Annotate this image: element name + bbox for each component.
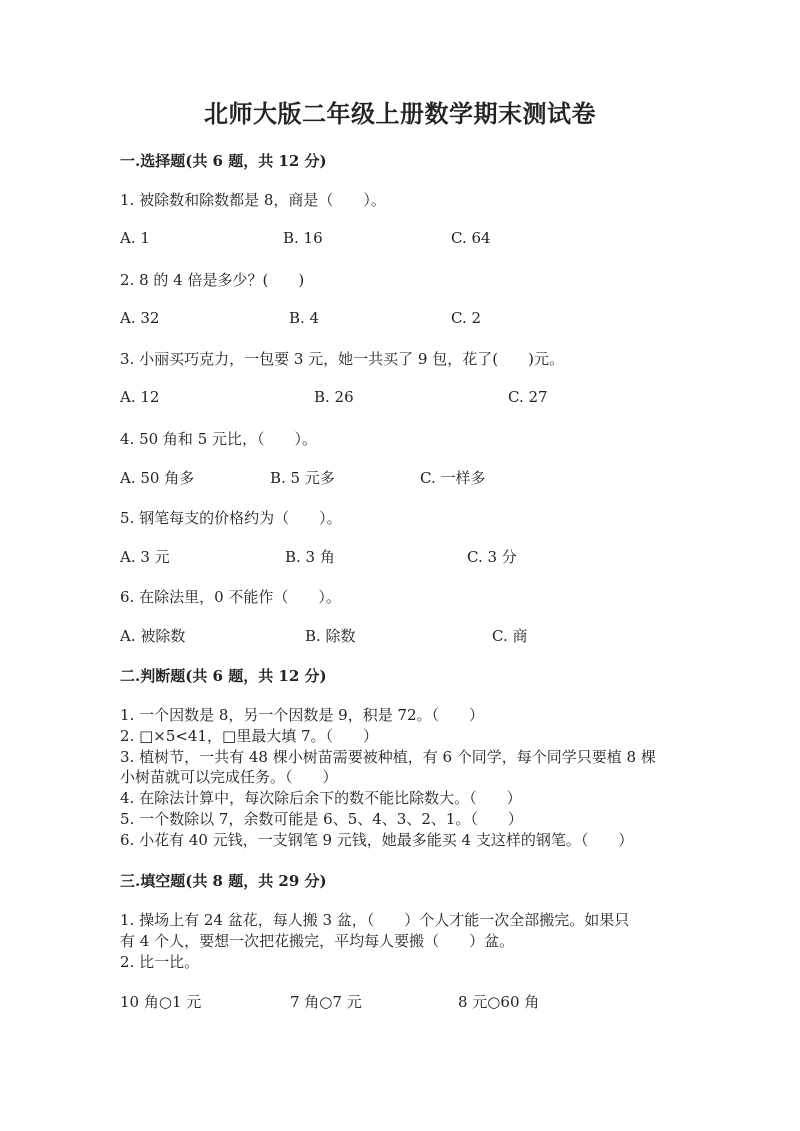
judgement-line: 小树苗就可以完成任务。（ ） (120, 768, 338, 786)
option-6c: C. 商 (492, 627, 528, 645)
judgement-line: 6. 小花有 40 元钱，一支钢笔 9 元钱，她最多能买 4 支这样的钢笔。（ ） (120, 831, 634, 849)
option-4b: B. 5 元多 (270, 469, 335, 487)
judgement-line: 2. □×5<41，□里最大填 7。（ ） (120, 727, 379, 745)
compare-item: 8 元○60 角 (458, 993, 540, 1011)
option-3c: C. 27 (508, 388, 548, 406)
page-title: 北师大版二年级上册数学期末测试卷 (204, 99, 596, 128)
compare-item: 7 角○7 元 (290, 993, 362, 1011)
section-heading-judgement: 二.判断题(共 6 题，共 12 分) (120, 667, 327, 685)
judgement-line: 5. 一个数除以 7，余数可能是 6、5、4、3、2、1。（ ） (120, 810, 523, 828)
option-6b: B. 除数 (305, 627, 356, 645)
option-3a: A. 12 (120, 388, 160, 406)
question-5: 5. 钢笔每支的价格约为（ ）。 (120, 509, 342, 527)
fill-line: 有 4 个人，要想一次把花搬完，平均每人要搬（ ）盆。 (120, 932, 515, 950)
option-4a: A. 50 角多 (120, 469, 195, 487)
compare-item: 10 角○1 元 (120, 993, 202, 1011)
option-6a: A. 被除数 (120, 627, 186, 645)
option-3b: B. 26 (314, 388, 354, 406)
question-3: 3. 小丽买巧克力，一包要 3 元，她一共买了 9 包，花了( )元。 (120, 350, 564, 368)
option-2a: A. 32 (120, 309, 160, 327)
option-5b: B. 3 角 (285, 548, 335, 566)
section-heading-fill: 三.填空题(共 8 题，共 29 分) (120, 872, 327, 890)
judgement-line: 4. 在除法计算中，每次除后余下的数不能比除数大。（ ） (120, 789, 522, 807)
fill-line: 1. 操场上有 24 盆花，每人搬 3 盆，（ ）个人才能一次全部搬完。如果只 (120, 911, 630, 929)
fill-line: 2. 比一比。 (120, 953, 200, 971)
option-1c: C. 64 (451, 229, 491, 247)
judgement-line: 3. 植树节，一共有 48 棵小树苗需要被种植，有 6 个同学，每个同学只要植 8 棵 (120, 748, 656, 766)
option-1a: A. 1 (120, 229, 150, 247)
option-2b: B. 4 (289, 309, 320, 327)
option-4c: C. 一样多 (420, 469, 486, 487)
question-6: 6. 在除法里，0 不能作（ ）。 (120, 588, 341, 606)
question-2: 2. 8 的 4 倍是多少？( ) (120, 271, 305, 289)
question-4: 4. 50 角和 5 元比，（ ）。 (120, 430, 318, 448)
option-2c: C. 2 (451, 309, 482, 327)
question-1: 1. 被除数和除数都是 8，商是（ ）。 (120, 191, 386, 209)
option-1b: B. 16 (283, 229, 323, 247)
judgement-line: 1. 一个因数是 8，另一个因数是 9，积是 72。（ ） (120, 706, 485, 724)
section-heading-choice: 一.选择题(共 6 题，共 12 分) (120, 152, 327, 170)
option-5a: A. 3 元 (120, 548, 170, 566)
option-5c: C. 3 分 (467, 548, 517, 566)
